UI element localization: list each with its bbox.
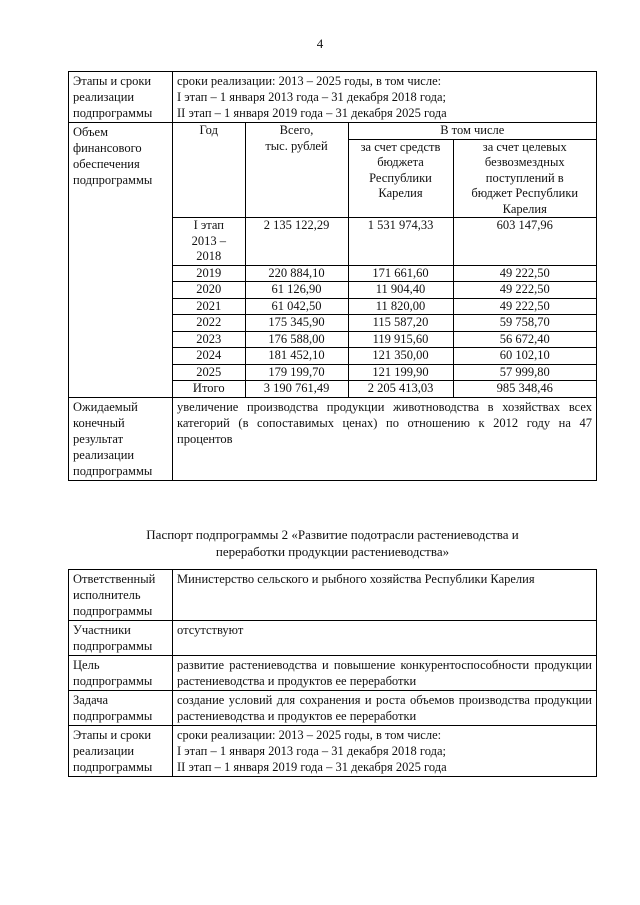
- financing-total-cell: 179 199,70: [245, 364, 348, 381]
- financing-targeted-cell: 57 999,80: [453, 364, 596, 381]
- financing-row-8: [173, 381, 596, 397]
- financing-total-cell: 3 190 761,49: [245, 381, 348, 397]
- stages-label-cell: [69, 72, 173, 123]
- result-value: увеличение производства продукции животноводства в хозяйствах всех категорий (в сопоставимых ценах) по отношению к 2012 году на 47 процентов: [177, 399, 592, 446]
- stages-value: сроки реализации: 2013 – 2025 годы, в том числе: I этап – 1 января 2013 года – 31 декабря 2018 года; II этап – 1 января 2019 года – 31 декабря 2025 года: [177, 74, 447, 120]
- financing-year-cell: I этап 2013 – 2018: [173, 218, 245, 266]
- financing-row-6: [173, 348, 596, 365]
- stages-2-value-cell: [173, 726, 597, 777]
- financing-table: [173, 123, 596, 397]
- financing-row-0: [173, 218, 596, 266]
- executor-value: Министерство сельского и рыбного хозяйства Республики Карелия: [177, 572, 535, 586]
- participants-label: Участники подпрограммы: [73, 623, 153, 653]
- financing-row-2: [173, 282, 596, 299]
- financing-total-cell: 176 588,00: [245, 331, 348, 348]
- financing-budget-cell: 2 205 413,03: [348, 381, 453, 397]
- executor-value-cell: [173, 570, 597, 621]
- financing-budget-cell: 115 587,20: [348, 315, 453, 332]
- stages-2-row: [69, 726, 597, 777]
- stages-2-label: Этапы и сроки реализации подпрограммы: [73, 728, 153, 774]
- targeted-header: за счет целевых безвозмездных поступлений в бюджет Республики Карелия: [453, 139, 596, 218]
- subprogram-2-title: Паспорт подпрограммы 2 «Развитие подотрасли растениеводства и переработки продукции растениеводства»: [146, 527, 519, 559]
- financing-row-4: [173, 315, 596, 332]
- financing-header-row: [173, 123, 596, 139]
- financing-row: [69, 123, 597, 398]
- financing-row-1: [173, 265, 596, 282]
- financing-budget-cell: 121 199,90: [348, 364, 453, 381]
- financing-year-cell: 2020: [173, 282, 245, 299]
- executor-label-cell: [69, 570, 173, 621]
- participants-value-cell: [173, 621, 597, 656]
- subprogram-2-passport-table: [68, 569, 597, 777]
- total-header: Всего, тыс. рублей: [245, 123, 348, 218]
- page-number: 4: [316, 36, 324, 51]
- executor-row: [69, 570, 597, 621]
- budget-header: за счет средств бюджета Республики Карелия: [348, 139, 453, 218]
- financing-row-7: [173, 364, 596, 381]
- financing-budget-cell: 11 820,00: [348, 298, 453, 315]
- financing-year-cell: 2019: [173, 265, 245, 282]
- financing-year-cell: 2025: [173, 364, 245, 381]
- result-value-cell: [173, 397, 597, 480]
- result-row: [69, 397, 597, 480]
- participants-row: [69, 621, 597, 656]
- year-header: Год: [173, 123, 245, 218]
- stages-label: Этапы и сроки реализации подпрограммы: [73, 74, 153, 120]
- financing-year-cell: 2022: [173, 315, 245, 332]
- financing-total-cell: 61 042,50: [245, 298, 348, 315]
- financing-targeted-cell: 60 102,10: [453, 348, 596, 365]
- result-label-cell: [69, 397, 173, 480]
- financing-total-cell: 61 126,90: [245, 282, 348, 299]
- financing-total-cell: 175 345,90: [245, 315, 348, 332]
- task-value-cell: [173, 691, 597, 726]
- financing-label: Объем финансового обеспечения подпрограммы: [73, 125, 153, 187]
- financing-year-cell: 2024: [173, 348, 245, 365]
- task-label-cell: [69, 691, 173, 726]
- task-value: создание условий для сохранения и роста объемов производства продукции растениеводства и продуктов ее переработки: [177, 693, 592, 723]
- financing-targeted-cell: 56 672,40: [453, 331, 596, 348]
- financing-targeted-cell: 59 758,70: [453, 315, 596, 332]
- financing-total-cell: 181 452,10: [245, 348, 348, 365]
- participants-value: отсутствуют: [177, 623, 244, 637]
- financing-row-3: [173, 298, 596, 315]
- goal-label-cell: [69, 656, 173, 691]
- goal-value: развитие растениеводства и повышение конкурентоспособности продукции растениеводства и продуктов ее переработки: [177, 658, 592, 688]
- financing-year-cell: 2021: [173, 298, 245, 315]
- financing-total-cell: 2 135 122,29: [245, 218, 348, 266]
- financing-budget-cell: 121 350,00: [348, 348, 453, 365]
- financing-row-5: [173, 331, 596, 348]
- financing-targeted-cell: 49 222,50: [453, 265, 596, 282]
- stages-row: [69, 72, 597, 123]
- participants-label-cell: [69, 621, 173, 656]
- including-header: В том числе: [348, 123, 596, 139]
- financing-budget-cell: 11 904,40: [348, 282, 453, 299]
- financing-targeted-cell: 49 222,50: [453, 282, 596, 299]
- financing-targeted-cell: 49 222,50: [453, 298, 596, 315]
- goal-value-cell: [173, 656, 597, 691]
- financing-label-cell: [69, 123, 173, 398]
- financing-total-cell: 220 884,10: [245, 265, 348, 282]
- financing-year-cell: Итого: [173, 381, 245, 397]
- task-row: [69, 691, 597, 726]
- financing-budget-cell: 1 531 974,33: [348, 218, 453, 266]
- financing-year-cell: 2023: [173, 331, 245, 348]
- executor-label: Ответственный исполнитель подпрограммы: [73, 572, 156, 618]
- stages-value-cell: [173, 72, 597, 123]
- goal-row: [69, 656, 597, 691]
- financing-budget-cell: 171 661,60: [348, 265, 453, 282]
- financing-targeted-cell: 603 147,96: [453, 218, 596, 266]
- result-label: Ожидаемый конечный результат реализации подпрограммы: [73, 399, 153, 478]
- goal-label: Цель подпрограммы: [73, 658, 153, 688]
- stages-2-label-cell: [69, 726, 173, 777]
- stages-2-value: сроки реализации: 2013 – 2025 годы, в том числе: I этап – 1 января 2013 года – 31 декабря 2018 года; II этап – 1 января 2019 года – 31 декабря 2025 года: [177, 728, 447, 774]
- financing-targeted-cell: 985 348,46: [453, 381, 596, 397]
- task-label: Задача подпрограммы: [73, 693, 153, 723]
- financing-budget-cell: 119 915,60: [348, 331, 453, 348]
- financing-value-cell: [173, 123, 597, 398]
- subprogram-1-passport-table: [68, 71, 597, 481]
